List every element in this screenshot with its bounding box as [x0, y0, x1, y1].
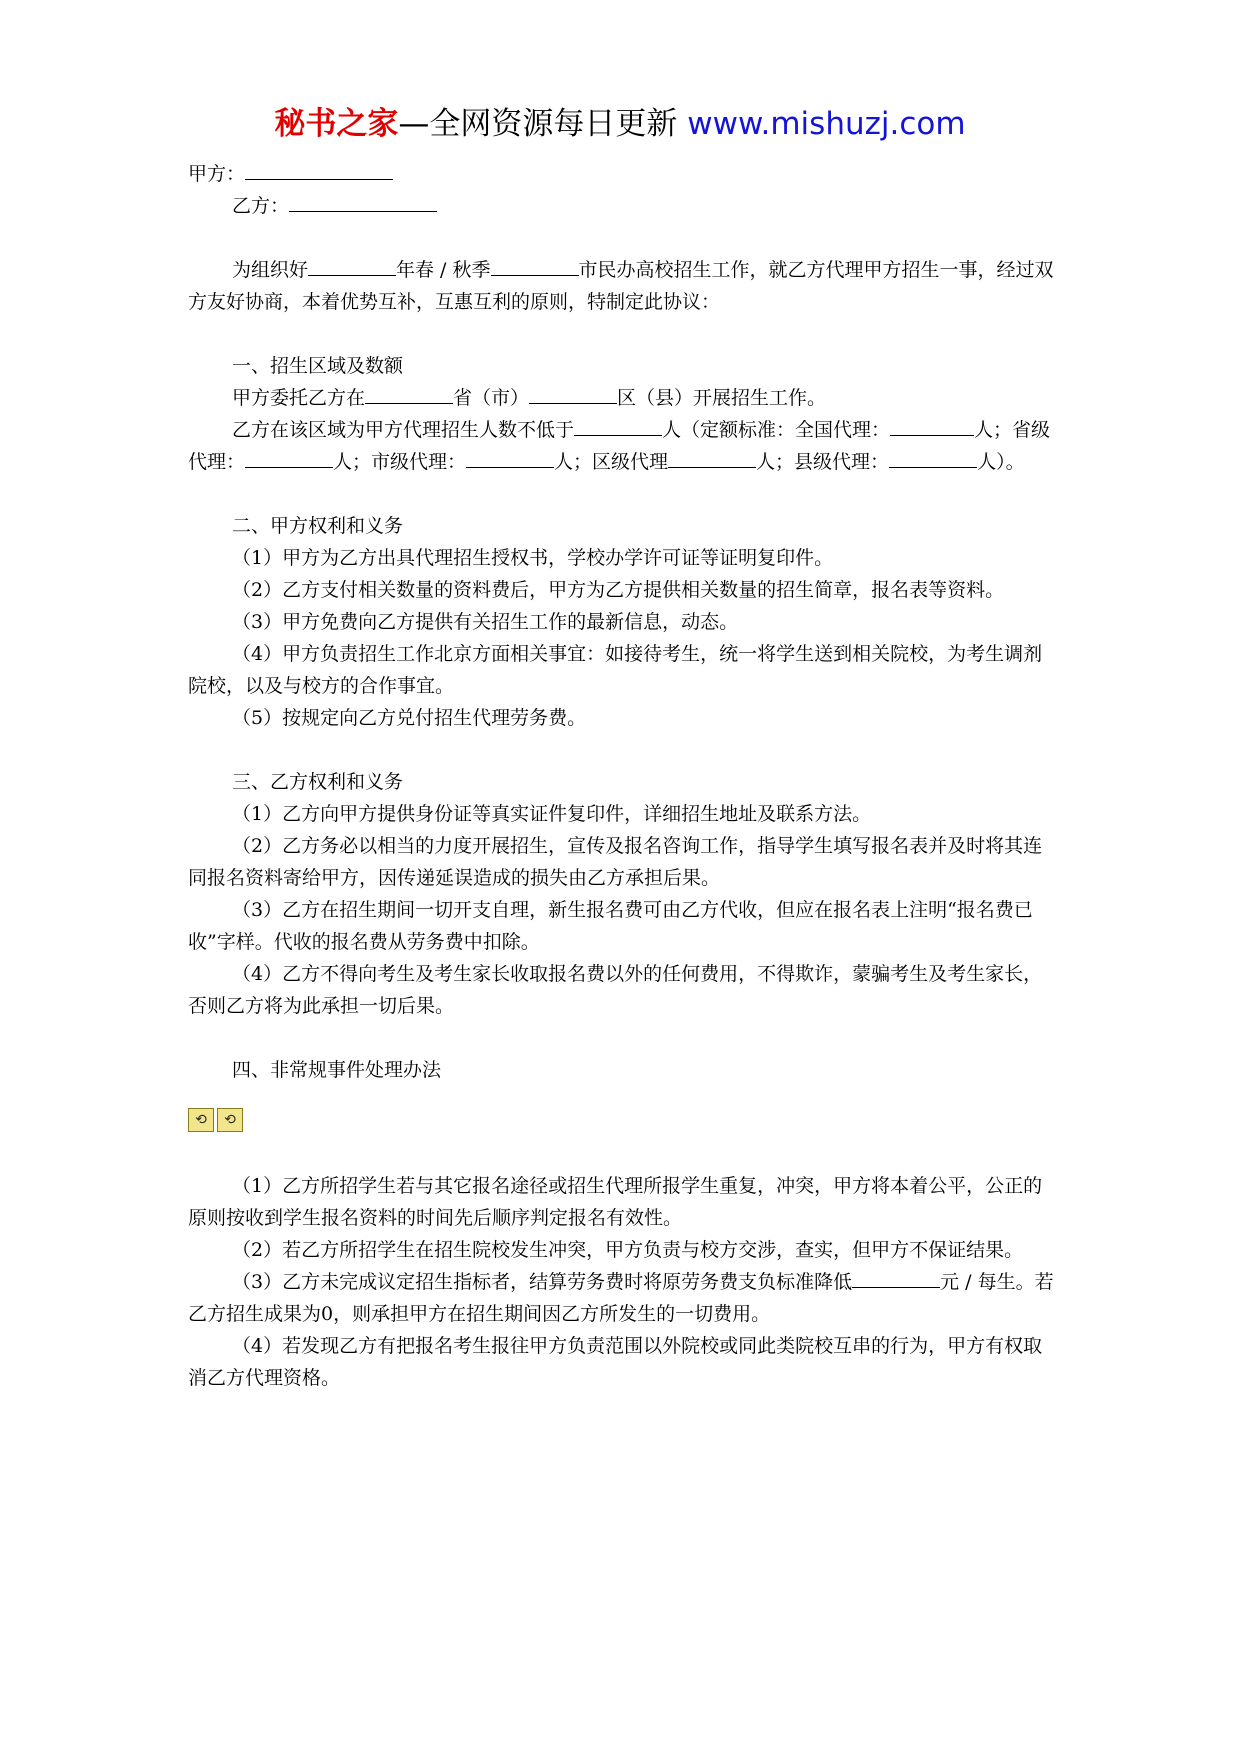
- section2-item-3: （3）甲方免费向乙方提供有关招生工作的最新信息，动态。: [232, 611, 739, 633]
- s1-quota-f: 人；县级代理：: [756, 451, 890, 473]
- section2-item-2: （2）乙方支付相关数量的资料费后，甲方为乙方提供相关数量的招生简章，报名表等资料。: [232, 579, 1005, 601]
- party-b-blank: [289, 191, 437, 212]
- district-quota-blank: [668, 447, 756, 468]
- banner-slogan: —全网资源每日更新: [398, 106, 678, 142]
- section3-heading: 三、乙方权利和义务: [232, 771, 404, 793]
- party-a-label: 甲方：: [188, 163, 246, 185]
- s1-quota-e: 人；区级代理: [554, 451, 669, 473]
- banner-url-link[interactable]: www.mishuzj.com: [687, 106, 966, 142]
- quota-blank: [574, 415, 662, 436]
- district-blank: [529, 383, 617, 404]
- section4-item-3: [188, 1266, 1058, 1330]
- section2-item-4: （4）甲方负责招生工作北京方面相关事宜：如接待考生，统一将学生送到相关院校，为考生调剂院校，以及与校方的合作事宜。: [188, 643, 1043, 697]
- intro-text-3: 市民办高校招生工作，就乙方代理甲方招生一事，经过双方友好协商，本着优势互补，互惠互利的原则，特制定此协议：: [188, 259, 1054, 313]
- party-a-line: [188, 158, 1058, 190]
- section2-item-5: （5）按规定向乙方兑付招生代理劳务费。: [232, 707, 587, 729]
- s1-quota-a: 乙方在该区域为甲方代理招生人数不低于: [232, 419, 575, 441]
- county-quota-blank: [889, 447, 977, 468]
- site-banner: [0, 104, 1240, 144]
- section4-item-1: （1）乙方所招学生若与其它报名途径或招生代理所报学生重复，冲突，甲方将本着公平，公正的原则按收到学生报名资料的时间先后顺序判定报名有效性。: [188, 1175, 1043, 1229]
- city-blank: [491, 255, 579, 276]
- section3-item-1: （1）乙方向甲方提供身份证等真实证件复印件，详细招生地址及联系方法。: [232, 803, 872, 825]
- s1-quota-c: 人；省级代理：: [188, 419, 1051, 473]
- city-quota-blank: [466, 447, 554, 468]
- banner-brand: 秘书之家: [274, 106, 399, 142]
- year-blank: [308, 255, 396, 276]
- reduction-blank: [852, 1267, 940, 1288]
- embedded-object-icon[interactable]: ⟲: [217, 1108, 243, 1132]
- section3-item-2: （2）乙方务必以相当的力度开展招生，宣传及报名咨询工作，指导学生填写报名表并及时将其连同报名资料寄给甲方，因传递延误造成的损失由乙方承担后果。: [188, 835, 1043, 889]
- s4-item3-text-b: 元 / 每生。若乙方招生成果为0，则承担甲方在招生期间因乙方所发生的一切费用。: [188, 1271, 1054, 1325]
- section4-heading: 四、非常规事件处理办法: [232, 1059, 442, 1081]
- s1-quota-g: 人）。: [977, 451, 1025, 473]
- s1-text-b: 省（市）: [453, 387, 530, 409]
- section2-heading: 二、甲方权利和义务: [232, 515, 404, 537]
- intro-paragraph: [188, 254, 1058, 318]
- s1-text-a: 甲方委托乙方在: [232, 387, 366, 409]
- section3-item-4: （4）乙方不得向考生及考生家长收取报名费以外的任何费用，不得欺诈，蒙骗考生及考生家长，否则乙方将为此承担一切后果。: [188, 963, 1043, 1017]
- section3-item-3: （3）乙方在招生期间一切开支自理，新生报名费可由乙方代收，但应在报名表上注明“报名费已收”字样。代收的报名费从劳务费中扣除。: [188, 899, 1033, 953]
- section1-line1: [188, 382, 1058, 414]
- party-a-blank: [245, 159, 393, 180]
- intro-text-1: 为组织好: [232, 259, 309, 281]
- intro-text-2: 年春 / 秋季: [396, 259, 491, 281]
- party-b-line: [188, 190, 1058, 222]
- party-b-label: 乙方：: [232, 195, 290, 217]
- section4-item-4: （4）若发现乙方有把报名考生报往甲方负责范围以外院校或同此类院校互串的行为，甲方有权取消乙方代理资格。: [188, 1335, 1043, 1389]
- national-quota-blank: [890, 415, 974, 436]
- embedded-objects: [188, 1108, 1058, 1134]
- s1-text-c: 区（县）开展招生工作。: [617, 387, 827, 409]
- embedded-object-icon[interactable]: ⟲: [188, 1108, 214, 1132]
- s1-quota-b: 人（定额标准：全国代理：: [662, 419, 891, 441]
- s4-item3-text-a: （3）乙方未完成议定招生指标者，结算劳务费时将原劳务费支负标准降低: [232, 1271, 853, 1293]
- section1-line2: [188, 414, 1058, 478]
- document-body: [188, 158, 1058, 1394]
- section4-item-2: （2）若乙方所招学生在招生院校发生冲突，甲方负责与校方交涉，查实，但甲方不保证结果。: [232, 1239, 1024, 1261]
- provincial-quota-blank: [245, 447, 333, 468]
- section2-item-1: （1）甲方为乙方出具代理招生授权书，学校办学许可证等证明复印件。: [232, 547, 834, 569]
- s1-quota-d: 人；市级代理：: [333, 451, 467, 473]
- province-blank: [365, 383, 453, 404]
- section1-heading: 一、招生区域及数额: [232, 355, 404, 377]
